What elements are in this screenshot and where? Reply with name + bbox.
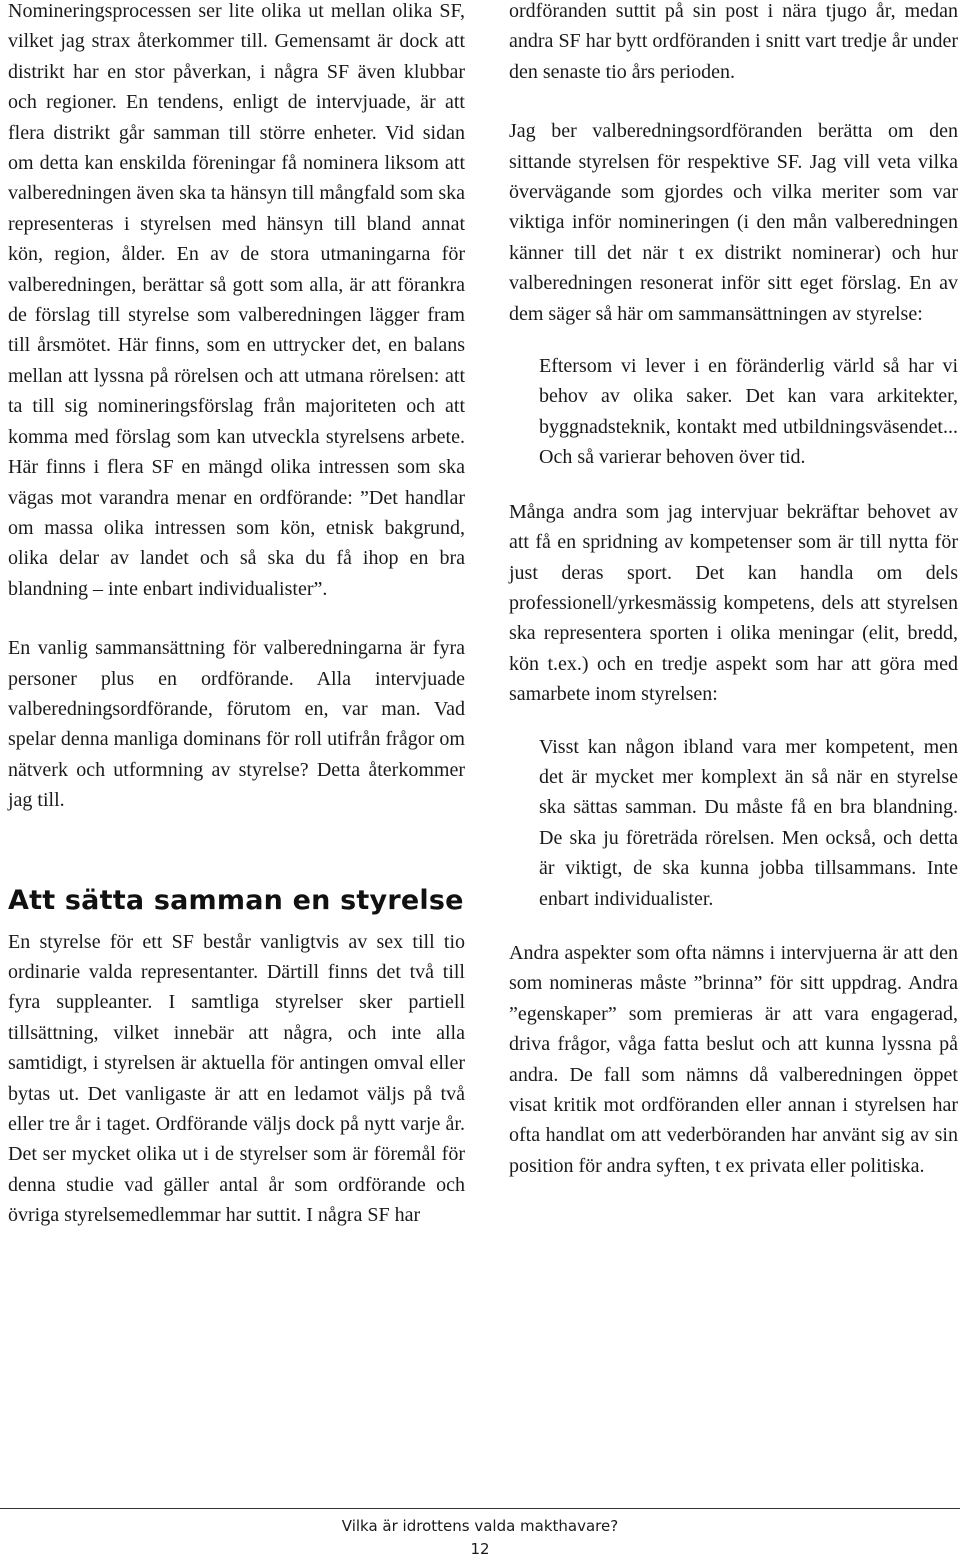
right-column xyxy=(509,0,958,1181)
body-paragraph-competence-spread: Många andra som jag intervjuar bekräftar behovet av att få en spridning av kompetenser som är till nytta för just deras sport. Det kan handla om dels professionell/yrkesmässig kompetens, dels att styrelsen ska representera sporten i olika meningar (elit, bredd, kön t.ex.) och en tredje aspekt som har att göra med samarbete inom styrelsen: xyxy=(509,500,958,706)
body-paragraph-nomination-process: Nomineringsprocessen ser lite olika ut mellan olika SF, vilket jag strax återkommer till. Gemensamt är dock att distrikt har en stor påverkan, i några SF även klubbar och regioner. En tendens, enligt de intervjuade, är att flera distrikt går samman till större enheter. Vid sidan om detta kan enskilda föreningar få nominera liksom att valberedningen även ska ta hänsyn till mångfald som ska representeras i styrelsen med hänsyn till bland annat kön, region, ålder. En av de stora utmaningarna för valberedningen, berättar så gott som alla, är att förankra de förslag till styrelse som valberedningen lägger fram till årsmötet. Här finns, som en uttrycker det, en balans mellan att lyssna på rörelsen och att utmana rörelsen: att ta till sig nomineringsförslag från majoriteten och att komma med förslag som kan utveckla styrelsens arbete. Här finns i flera SF en mängd olika intressen som ska vägas mot varandra menar en ordförande: ”Det handlar om massa olika intressen som kön, etnisk bakgrund, olika delar av landet och så ska du få ihop en bra blandning – inte enbart individualister”. xyxy=(8,0,465,600)
block-quote-changing-world: Eftersom vi lever i en föränderlig värld så har vi behov av olika saker. Det kan vara arkitekter, byggnadsteknik, kontakt med utbildningsväsendet... Och så varierar behoven över tid. xyxy=(539,355,958,469)
page-number: 12 xyxy=(470,1540,490,1558)
body-paragraph-committee-composition: En vanlig sammansättning för valberedningarna är fyra personer plus en ordförande. Alla intervjuade valberedningsordförande, förutom en, var man. Vad spelar denna manliga dominans för roll utifrån frågor om nätverk och utformning av styrelse? Detta återkommer jag till. xyxy=(8,637,465,812)
body-paragraph-other-qualities: Andra aspekter som ofta nämns i intervjuerna är att den som nomineras måste ”brinna” för sitt uppdrag. Andra ”egenskaper” som premieras är att vara engagerad, driva frågor, våga fatta beslut och att kunna lyssna på andra. De fall som nämns då valberedningen öppet visat kritik mot ordföranden eller annan i styrelsen har ofta handlat om att vederböranden har använt sig av sin position för andra syften, t ex privata eller politiska. xyxy=(509,941,958,1177)
body-paragraph-board-structure: En styrelse för ett SF består vanligtvis av sex till tio ordinarie valda representanter. Därtill finns det två till fyra suppleanter. I samtliga styrelser sker partiell tillsättning, vilket innebär att några, och inte alla samtidigt, i styrelsen är aktuella för antingen omval eller bytas ut. Det vanligaste är att en ledamot väljs på två eller tre år i taget. Ordförande väljs dock på nytt varje år. Det ser mycket olika ut i de styrelser som är föremål för denna studie vad gäller antal år som ordförande och övriga styrelsemedlemmar har suttit. I några SF har xyxy=(8,930,465,1227)
section-heading: Att sätta samman en styrelse xyxy=(8,884,464,916)
body-paragraph-interview-intro: Jag ber valberedningsordföranden berätta om den sittande styrelsen för respektive SF. Jag vill veta vilka övervägande som gjordes och vilka meriter som var viktiga inför nomineringen (i den mån valberedningen känner till det när t ex distrikt nominerar) och hur valberedningen resonerat inför sitt eget förslag. En av dem säger så här om sammansättningen av styrelse: xyxy=(509,120,958,325)
footer-publication-title: Vilka är idrottens valda makthavare? xyxy=(341,1517,619,1535)
left-column xyxy=(8,0,465,1231)
footer-divider xyxy=(0,1508,960,1509)
block-quote-good-mix: Visst kan någon ibland vara mer kompetent, men det är mycket mer komplext än så när en styrelse ska sättas samman. Du måste få en bra blandning. De ska ju företräda rörelsen. Men också, och detta är viktigt, de ska kunna jobba tillsammans. Inte enbart individualister. xyxy=(539,735,958,910)
body-paragraph-chair-tenure: ordföranden suttit på sin post i nära tjugo år, medan andra SF har bytt ordföranden i snitt vart tredje år under den senaste tio års perioden. xyxy=(509,0,958,83)
